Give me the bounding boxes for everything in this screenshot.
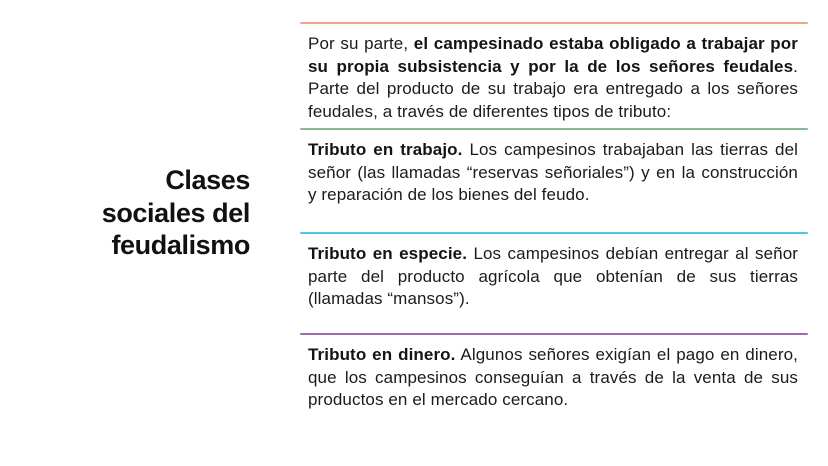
tribute-especie-block [300, 232, 808, 311]
tribute-dinero-text: Algunos señores exigían el pago en dinero, que los campesinos conseguían a través de la venta de sus productos en el mercado cercano. [308, 345, 798, 410]
tribute-trabajo-block [300, 128, 808, 207]
tribute-especie-text: Los campesinos debían entregar al señor parte del producto agrícola que obtenían de sus tierras (llamadas “mansos”). [308, 244, 799, 309]
slide-title [28, 164, 250, 262]
slide-title-line-3: feudalismo [111, 230, 250, 260]
tribute-dinero-lead: Tributo en dinero. [308, 345, 456, 364]
tribute-especie-lead: Tributo en especie. [308, 244, 468, 263]
slide-title-line-1: Clases [165, 165, 250, 195]
intro-text-bold: el campesinado estaba obligado a trabajar por su propia subsistencia y por la de los señores feudales [308, 34, 798, 76]
tribute-trabajo-lead: Tributo en trabajo. [308, 140, 463, 159]
tribute-trabajo-text: Los campesinos trabajaban las tierras del señor (las llamadas “reservas señoriales”) y en la construcción y reparación de los bienes del feudo. [308, 140, 799, 205]
slide-title-line-2: sociales del [101, 197, 250, 228]
intro-text-suffix: . Parte del producto de su trabajo era entregado a los señores feudales, a través de diferentes tipos de tributo: [308, 56, 798, 121]
accent-line-trabajo [300, 128, 808, 130]
tribute-trabajo-paragraph [300, 139, 808, 207]
accent-line-dinero [300, 333, 808, 335]
intro-text-prefix: Por su parte, [308, 34, 414, 53]
intro-text-block [300, 22, 808, 123]
tribute-dinero-block [300, 333, 808, 412]
tribute-especie-paragraph [300, 243, 808, 311]
intro-paragraph [300, 33, 808, 123]
accent-line-intro [300, 22, 808, 24]
accent-line-especie [300, 232, 808, 234]
tribute-dinero-paragraph [300, 344, 808, 412]
